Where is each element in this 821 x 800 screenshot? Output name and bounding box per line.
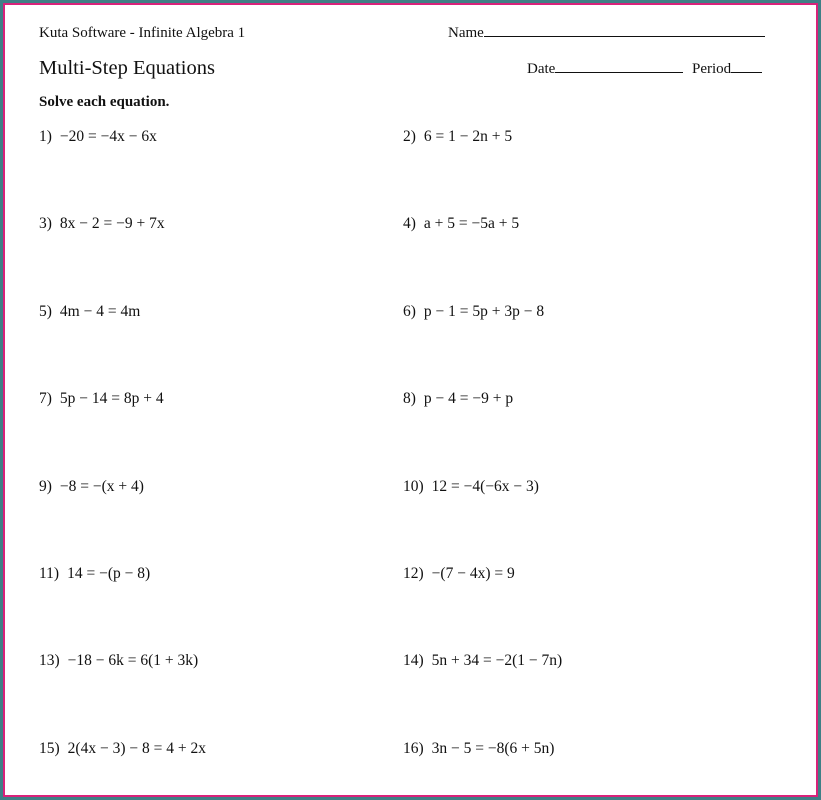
problem-equation: p − 4 = −9 + p (423, 390, 514, 407)
problem-equation: −20 = −4x − 6x (59, 128, 157, 145)
date-field (527, 62, 683, 77)
problem-equation: 5p − 14 = 8p + 4 (59, 390, 164, 407)
problem-number: 14) (403, 652, 424, 669)
problem-number: 6) (403, 303, 416, 320)
period-field (692, 62, 762, 77)
problem-equation: −(7 − 4x) = 9 (431, 565, 515, 582)
problem-equation: 6 = 1 − 2n + 5 (423, 128, 513, 145)
problem-number: 3) (39, 215, 52, 232)
publisher-label: Kuta Software - Infinite Algebra 1 (39, 25, 246, 41)
problem-equation: 12 = −4(−6x − 3) (431, 478, 539, 495)
problem-number: 5) (39, 303, 52, 320)
name-field (448, 26, 765, 41)
problem-12 (403, 566, 515, 582)
name-blank-line (484, 35, 765, 37)
problem-1 (39, 129, 157, 145)
problem-equation: −8 = −(x + 4) (59, 478, 144, 495)
problem-equation: 8x − 2 = −9 + 7x (59, 215, 165, 232)
problem-number: 16) (403, 740, 424, 757)
problem-14 (403, 653, 562, 669)
worksheet-title: Multi-Step Equations (39, 57, 215, 79)
problem-equation: 5n + 34 = −2(1 − 7n) (431, 652, 563, 669)
problem-number: 15) (39, 740, 60, 757)
problem-10 (403, 479, 539, 495)
problem-equation: −18 − 6k = 6(1 + 3k) (67, 652, 199, 669)
problem-number: 8) (403, 390, 416, 407)
name-label: Name (448, 25, 484, 41)
problem-16 (403, 741, 554, 757)
date-label: Date (527, 61, 556, 77)
problem-7 (39, 391, 164, 407)
problem-equation: 3n − 5 = −8(6 + 5n) (431, 740, 555, 757)
problem-equation: p − 1 = 5p + 3p − 8 (423, 303, 545, 320)
problem-number: 10) (403, 478, 424, 495)
problem-3 (39, 216, 165, 232)
problem-9 (39, 479, 144, 495)
problem-4 (403, 216, 519, 232)
problem-13 (39, 653, 198, 669)
instructions: Solve each equation. (39, 94, 170, 110)
period-blank-line (731, 71, 762, 73)
problem-number: 12) (403, 565, 424, 582)
problem-15 (39, 741, 206, 757)
problem-number: 9) (39, 478, 52, 495)
problem-number: 1) (39, 128, 52, 145)
problem-equation: 4m − 4 = 4m (59, 303, 141, 320)
problem-11 (39, 566, 150, 582)
problem-equation: 14 = −(p − 8) (67, 565, 151, 582)
problem-equation: 2(4x − 3) − 8 = 4 + 2x (67, 740, 206, 757)
date-blank-line (555, 71, 683, 73)
problem-number: 7) (39, 390, 52, 407)
problem-6 (403, 304, 544, 320)
period-label: Period (692, 61, 732, 77)
problem-number: 11) (39, 565, 60, 582)
problem-8 (403, 391, 513, 407)
problem-number: 4) (403, 215, 416, 232)
problem-5 (39, 304, 140, 320)
problem-number: 13) (39, 652, 60, 669)
problem-equation: a + 5 = −5a + 5 (423, 215, 520, 232)
problem-number: 2) (403, 128, 416, 145)
problem-2 (403, 129, 512, 145)
